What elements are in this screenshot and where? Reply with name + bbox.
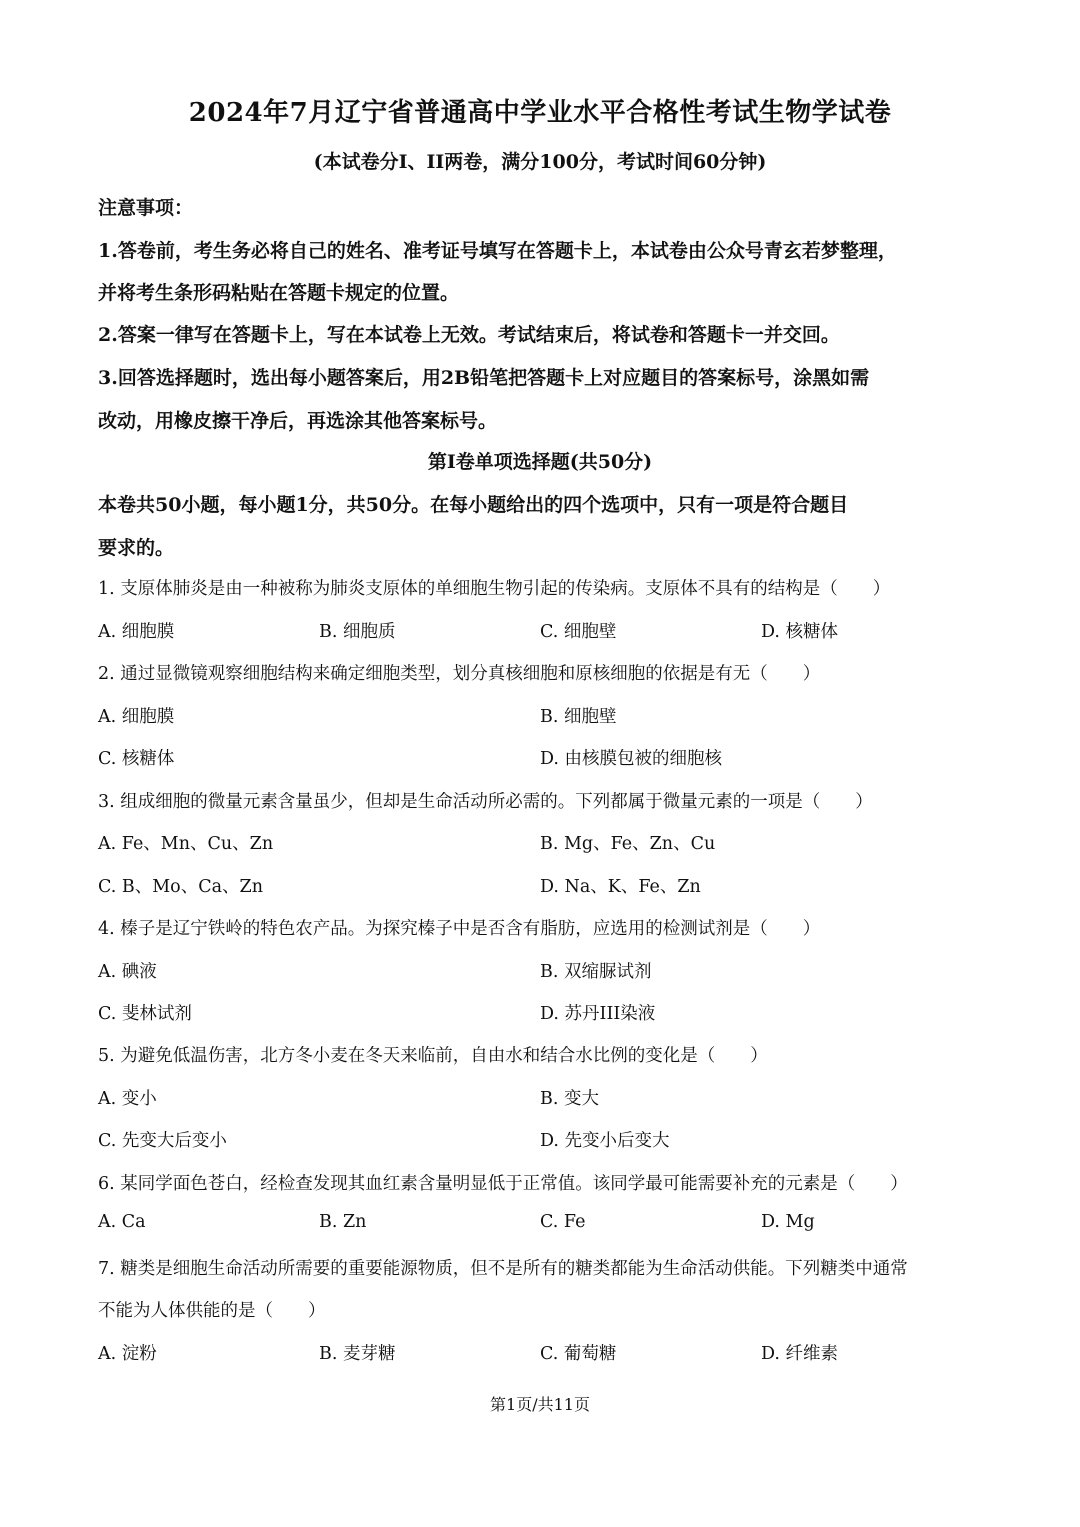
question-1-option-a: A. 细胞膜 (98, 622, 175, 642)
question-2-option-b: B. 细胞壁 (540, 707, 617, 727)
question-1-option-b: B. 细胞质 (319, 622, 396, 642)
notice-item-3-line-1: 3.回答选择题时，选出每小题答案后，用2B铅笔把答题卡上对应题目的答案标号，涂黑如需 (98, 367, 870, 389)
section-intro-line-2: 要求的。 (98, 537, 175, 559)
question-4-option-d: D. 苏丹III染液 (540, 1004, 656, 1024)
question-7-option-d: D. 纤维素 (761, 1344, 839, 1364)
question-7-stem-line-2: 不能为人体供能的是（ ） (98, 1301, 326, 1321)
question-5-option-b: B. 变大 (540, 1089, 599, 1109)
question-6-stem: 6. 某同学面色苍白，经检查发现其血红素含量明显低于正常值。该同学最可能需要补充的元素是（ ） (98, 1174, 908, 1194)
question-6-option-c: C. Fe (540, 1212, 586, 1232)
page-footer: 第1页/共11页 (490, 1395, 590, 1414)
exam-title: 2024年7月辽宁省普通高中学业水平合格性考试生物学试卷 (188, 98, 892, 128)
question-2-option-a: A. 细胞膜 (98, 707, 175, 727)
question-3-option-a: A. Fe、Mn、Cu、Zn (98, 834, 274, 854)
question-1-option-c: C. 细胞壁 (540, 622, 617, 642)
question-5-stem: 5. 为避免低温伤害，北方冬小麦在冬天来临前，自由水和结合水比例的变化是（ ） (98, 1046, 768, 1066)
section-intro-line-1: 本卷共50小题，每小题1分，共50分。在每小题给出的四个选项中，只有一项是符合题目 (98, 494, 849, 516)
question-2-stem: 2. 通过显微镜观察细胞结构来确定细胞类型，划分真核细胞和原核细胞的依据是有无（ ） (98, 664, 821, 684)
question-6-option-d: D. Mg (761, 1212, 815, 1232)
notice-item-1-line-1: 1.答卷前，考生务必将自己的姓名、准考证号填写在答题卡上，本试卷由公众号青玄若梦整理， (98, 240, 897, 262)
question-1-stem: 1. 支原体肺炎是由一种被称为肺炎支原体的单细胞生物引起的传染病。支原体不具有的结构是（ ） (98, 579, 891, 599)
question-5-option-a: A. 变小 (98, 1089, 157, 1109)
notice-item-1-line-2: 并将考生条形码粘贴在答题卡规定的位置。 (98, 282, 460, 304)
question-7-option-b: B. 麦芽糖 (319, 1344, 396, 1364)
notice-item-3-line-2: 改动，用橡皮擦干净后，再选涂其他答案标号。 (98, 410, 498, 432)
question-4-option-b: B. 双缩脲试剂 (540, 962, 652, 982)
question-2-option-d: D. 由核膜包被的细胞核 (540, 749, 723, 769)
question-1-option-d: D. 核糖体 (761, 622, 839, 642)
question-4-option-c: C. 斐林试剂 (98, 1004, 192, 1024)
question-3-stem: 3. 组成细胞的微量元素含量虽少，但却是生命活动所必需的。下列都属于微量元素的一项是（ ） (98, 792, 873, 812)
question-4-option-a: A. 碘液 (98, 962, 157, 982)
question-5-option-c: C. 先变大后变小 (98, 1131, 227, 1151)
question-7-option-a: A. 淀粉 (98, 1344, 157, 1364)
question-7-stem-line-1: 7. 糖类是细胞生命活动所需要的重要能源物质，但不是所有的糖类都能为生命活动供能。下列糖类中通常 (98, 1259, 908, 1279)
question-4-stem: 4. 榛子是辽宁铁岭的特色农产品。为探究榛子中是否含有脂肪，应选用的检测试剂是（ ） (98, 919, 821, 939)
question-6-option-a: A. Ca (98, 1212, 146, 1232)
notice-heading: 注意事项： (98, 197, 194, 219)
question-3-option-c: C. B、Mo、Ca、Zn (98, 877, 263, 897)
question-7-option-c: C. 葡萄糖 (540, 1344, 617, 1364)
question-6-option-b: B. Zn (319, 1212, 367, 1232)
question-3-option-d: D. Na、K、Fe、Zn (540, 877, 701, 897)
exam-subtitle: (本试卷分I、II两卷，满分100分，考试时间60分钟) (313, 151, 767, 173)
section-heading: 第I卷单项选择题(共50分) (427, 451, 653, 473)
question-2-option-c: C. 核糖体 (98, 749, 175, 769)
notice-item-2: 2.答案一律写在答题卡上，写在本试卷上无效。考试结束后，将试卷和答题卡一并交回。 (98, 324, 840, 346)
question-5-option-d: D. 先变小后变大 (540, 1131, 670, 1151)
question-3-option-b: B. Mg、Fe、Zn、Cu (540, 834, 716, 854)
